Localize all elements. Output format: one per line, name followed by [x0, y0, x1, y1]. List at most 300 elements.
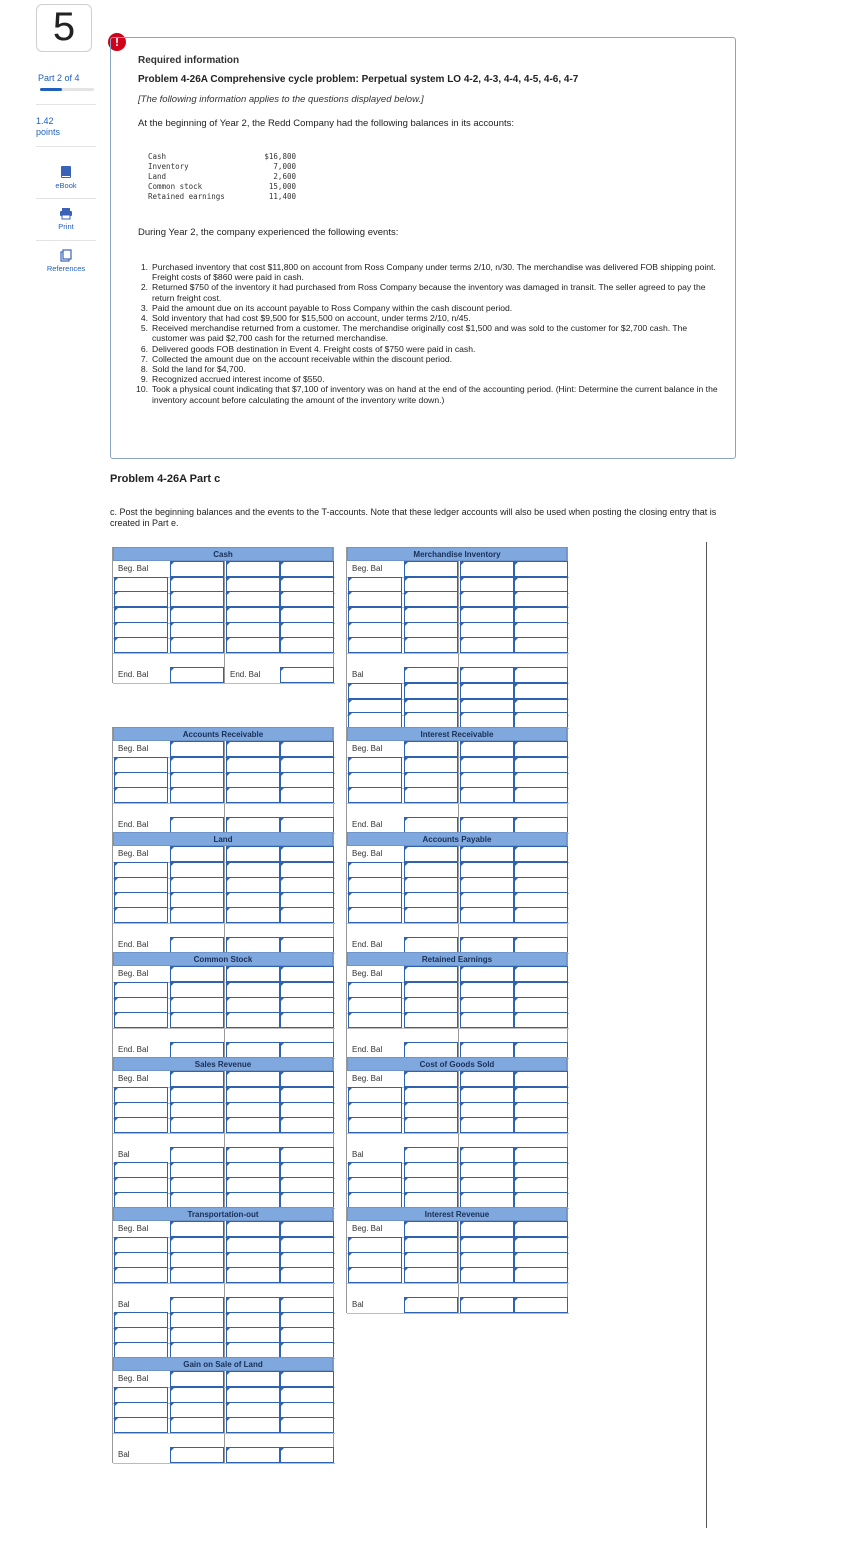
- ref-input[interactable]: [348, 1192, 402, 1208]
- ref-input[interactable]: [348, 757, 402, 773]
- ref-input[interactable]: [226, 772, 280, 788]
- ref-input[interactable]: [348, 1087, 402, 1103]
- ref-input[interactable]: [460, 1237, 514, 1253]
- ref-input[interactable]: [348, 1267, 402, 1283]
- amount-input[interactable]: [170, 622, 224, 638]
- ref-input[interactable]: [348, 1012, 402, 1028]
- amount-input[interactable]: [170, 937, 224, 953]
- ref-input[interactable]: [114, 637, 168, 653]
- ref-input[interactable]: [460, 1297, 514, 1313]
- amount-input[interactable]: [170, 1417, 224, 1433]
- amount-input[interactable]: [280, 561, 334, 577]
- ref-input[interactable]: [460, 862, 514, 878]
- amount-input[interactable]: [170, 1252, 224, 1268]
- ref-input[interactable]: [348, 907, 402, 923]
- amount-input[interactable]: [170, 1267, 224, 1283]
- amount-input[interactable]: [514, 1012, 568, 1028]
- amount-input[interactable]: [280, 1102, 334, 1118]
- amount-input[interactable]: [514, 1237, 568, 1253]
- ref-input[interactable]: [226, 1162, 280, 1178]
- amount-input[interactable]: [514, 757, 568, 773]
- amount-input[interactable]: [514, 772, 568, 788]
- ref-input[interactable]: [114, 1387, 168, 1403]
- amount-input[interactable]: [170, 1221, 224, 1237]
- amount-input[interactable]: [404, 997, 458, 1013]
- ref-input[interactable]: [114, 982, 168, 998]
- ref-input[interactable]: [348, 1177, 402, 1193]
- amount-input[interactable]: [280, 667, 334, 683]
- ebook-button[interactable]: [36, 165, 96, 190]
- amount-input[interactable]: [170, 997, 224, 1013]
- ref-input[interactable]: [114, 1252, 168, 1268]
- amount-input[interactable]: [514, 937, 568, 953]
- amount-input[interactable]: [280, 1297, 334, 1313]
- amount-input[interactable]: [170, 982, 224, 998]
- amount-input[interactable]: [514, 1252, 568, 1268]
- amount-input[interactable]: [404, 1177, 458, 1193]
- amount-input[interactable]: [280, 877, 334, 893]
- ref-input[interactable]: [114, 1177, 168, 1193]
- amount-input[interactable]: [514, 982, 568, 998]
- ref-input[interactable]: [114, 907, 168, 923]
- amount-input[interactable]: [404, 1267, 458, 1283]
- ref-input[interactable]: [460, 561, 514, 577]
- amount-input[interactable]: [280, 1402, 334, 1418]
- ref-input[interactable]: [460, 937, 514, 953]
- ref-input[interactable]: [226, 637, 280, 653]
- amount-input[interactable]: [404, 683, 458, 699]
- amount-input[interactable]: [280, 1147, 334, 1163]
- amount-input[interactable]: [170, 1162, 224, 1178]
- ref-input[interactable]: [460, 1252, 514, 1268]
- ref-input[interactable]: [114, 1417, 168, 1433]
- amount-input[interactable]: [404, 1012, 458, 1028]
- amount-input[interactable]: [280, 1267, 334, 1283]
- amount-input[interactable]: [514, 637, 568, 653]
- amount-input[interactable]: [514, 846, 568, 862]
- ref-input[interactable]: [460, 667, 514, 683]
- ref-input[interactable]: [226, 1147, 280, 1163]
- amount-input[interactable]: [170, 966, 224, 982]
- amount-input[interactable]: [280, 1312, 334, 1328]
- ref-input[interactable]: [226, 787, 280, 803]
- amount-input[interactable]: [514, 892, 568, 908]
- ref-input[interactable]: [460, 1177, 514, 1193]
- ref-input[interactable]: [226, 997, 280, 1013]
- ref-input[interactable]: [226, 877, 280, 893]
- ref-input[interactable]: [460, 1162, 514, 1178]
- ref-input[interactable]: [460, 591, 514, 607]
- amount-input[interactable]: [280, 607, 334, 623]
- ref-input[interactable]: [226, 757, 280, 773]
- amount-input[interactable]: [404, 1192, 458, 1208]
- amount-input[interactable]: [170, 561, 224, 577]
- ref-input[interactable]: [460, 966, 514, 982]
- ref-input[interactable]: [114, 1102, 168, 1118]
- ref-input[interactable]: [226, 1297, 280, 1313]
- amount-input[interactable]: [280, 907, 334, 923]
- amount-input[interactable]: [280, 1327, 334, 1343]
- amount-input[interactable]: [404, 1087, 458, 1103]
- amount-input[interactable]: [404, 892, 458, 908]
- amount-input[interactable]: [280, 1237, 334, 1253]
- amount-input[interactable]: [404, 1071, 458, 1087]
- amount-input[interactable]: [514, 1177, 568, 1193]
- amount-input[interactable]: [404, 787, 458, 803]
- amount-input[interactable]: [404, 1221, 458, 1237]
- amount-input[interactable]: [404, 667, 458, 683]
- amount-input[interactable]: [404, 1042, 458, 1058]
- amount-input[interactable]: [280, 1071, 334, 1087]
- ref-input[interactable]: [460, 817, 514, 833]
- amount-input[interactable]: [170, 1192, 224, 1208]
- ref-input[interactable]: [460, 846, 514, 862]
- amount-input[interactable]: [514, 1267, 568, 1283]
- ref-input[interactable]: [348, 1162, 402, 1178]
- amount-input[interactable]: [170, 1177, 224, 1193]
- ref-input[interactable]: [114, 1012, 168, 1028]
- amount-input[interactable]: [170, 1402, 224, 1418]
- amount-input[interactable]: [170, 1342, 224, 1358]
- amount-input[interactable]: [170, 846, 224, 862]
- amount-input[interactable]: [280, 1221, 334, 1237]
- amount-input[interactable]: [404, 982, 458, 998]
- ref-input[interactable]: [226, 561, 280, 577]
- ref-input[interactable]: [114, 1237, 168, 1253]
- t-account-row: [347, 591, 569, 607]
- ref-input[interactable]: [460, 1267, 514, 1283]
- amount-input[interactable]: [280, 741, 334, 757]
- ref-input[interactable]: [460, 1221, 514, 1237]
- amount-input[interactable]: [514, 591, 568, 607]
- ref-input[interactable]: [226, 1221, 280, 1237]
- ref-input[interactable]: [226, 741, 280, 757]
- amount-input[interactable]: [170, 862, 224, 878]
- ref-input[interactable]: [348, 862, 402, 878]
- amount-input[interactable]: [170, 1237, 224, 1253]
- ref-input[interactable]: [460, 757, 514, 773]
- amount-input[interactable]: [404, 741, 458, 757]
- amount-input[interactable]: [280, 1371, 334, 1387]
- ref-input[interactable]: [226, 1177, 280, 1193]
- amount-input[interactable]: [170, 892, 224, 908]
- amount-input[interactable]: [170, 1312, 224, 1328]
- amount-input[interactable]: [514, 1221, 568, 1237]
- ref-input[interactable]: [226, 1342, 280, 1358]
- amount-input[interactable]: [404, 1297, 458, 1313]
- ref-input[interactable]: [226, 1087, 280, 1103]
- amount-input[interactable]: [404, 907, 458, 923]
- amount-input[interactable]: [280, 1387, 334, 1403]
- ref-input[interactable]: [460, 787, 514, 803]
- ref-input[interactable]: [114, 787, 168, 803]
- ref-input[interactable]: [226, 1042, 280, 1058]
- ref-input[interactable]: [226, 817, 280, 833]
- amount-input[interactable]: [280, 1042, 334, 1058]
- amount-input[interactable]: [404, 817, 458, 833]
- ref-input[interactable]: [348, 591, 402, 607]
- amount-input[interactable]: [514, 1102, 568, 1118]
- ref-input[interactable]: [226, 1192, 280, 1208]
- amount-input[interactable]: [404, 846, 458, 862]
- ref-input[interactable]: [460, 1042, 514, 1058]
- amount-input[interactable]: [170, 877, 224, 893]
- ref-input[interactable]: [226, 607, 280, 623]
- amount-input[interactable]: [280, 772, 334, 788]
- print-icon: [59, 207, 73, 220]
- ref-input[interactable]: [114, 997, 168, 1013]
- amount-input[interactable]: [280, 892, 334, 908]
- ref-input[interactable]: [226, 846, 280, 862]
- references-button[interactable]: [36, 249, 96, 273]
- amount-input[interactable]: [514, 907, 568, 923]
- ref-input[interactable]: [226, 591, 280, 607]
- ref-input[interactable]: [114, 1342, 168, 1358]
- amount-input[interactable]: [404, 712, 458, 728]
- ref-input[interactable]: [226, 1117, 280, 1133]
- amount-input[interactable]: [280, 862, 334, 878]
- amount-input[interactable]: [280, 817, 334, 833]
- amount-input[interactable]: [404, 937, 458, 953]
- ref-input[interactable]: [226, 1371, 280, 1387]
- amount-input[interactable]: [280, 1342, 334, 1358]
- amount-input[interactable]: [514, 622, 568, 638]
- amount-input[interactable]: [514, 667, 568, 683]
- ref-input[interactable]: [226, 907, 280, 923]
- amount-input[interactable]: [404, 966, 458, 982]
- ref-input[interactable]: [114, 622, 168, 638]
- amount-input[interactable]: [280, 966, 334, 982]
- amount-input[interactable]: [514, 607, 568, 623]
- ref-input[interactable]: [226, 966, 280, 982]
- ref-input[interactable]: [348, 637, 402, 653]
- amount-input[interactable]: [404, 637, 458, 653]
- ref-input[interactable]: [226, 862, 280, 878]
- ref-input[interactable]: [114, 1402, 168, 1418]
- amount-input[interactable]: [170, 591, 224, 607]
- ref-input[interactable]: [348, 997, 402, 1013]
- ref-input[interactable]: [460, 877, 514, 893]
- amount-input[interactable]: [170, 667, 224, 683]
- amount-input[interactable]: [170, 637, 224, 653]
- ref-input[interactable]: [460, 982, 514, 998]
- amount-input[interactable]: [280, 846, 334, 862]
- amount-input[interactable]: [170, 1042, 224, 1058]
- ref-input[interactable]: [114, 1117, 168, 1133]
- amount-input[interactable]: [514, 1297, 568, 1313]
- ref-input[interactable]: [460, 1087, 514, 1103]
- ref-input[interactable]: [226, 982, 280, 998]
- ref-input[interactable]: [226, 1267, 280, 1283]
- ref-input[interactable]: [226, 892, 280, 908]
- amount-input[interactable]: [280, 1192, 334, 1208]
- amount-input[interactable]: [404, 1102, 458, 1118]
- amount-input[interactable]: [404, 1237, 458, 1253]
- ref-input[interactable]: [348, 1237, 402, 1253]
- amount-input[interactable]: [404, 1117, 458, 1133]
- ref-input[interactable]: [460, 683, 514, 699]
- ref-input[interactable]: [114, 862, 168, 878]
- ref-input[interactable]: [348, 982, 402, 998]
- amount-input[interactable]: [280, 1417, 334, 1433]
- amount-input[interactable]: [514, 862, 568, 878]
- ref-input[interactable]: [226, 937, 280, 953]
- amount-input[interactable]: [514, 712, 568, 728]
- ref-input[interactable]: [348, 1252, 402, 1268]
- amount-input[interactable]: [170, 907, 224, 923]
- amount-input[interactable]: [514, 817, 568, 833]
- amount-input[interactable]: [280, 757, 334, 773]
- ref-input[interactable]: [460, 712, 514, 728]
- amount-input[interactable]: [170, 1297, 224, 1313]
- ref-input[interactable]: [226, 622, 280, 638]
- ref-input[interactable]: [460, 1012, 514, 1028]
- amount-input[interactable]: [280, 1012, 334, 1028]
- amount-input[interactable]: [514, 1162, 568, 1178]
- amount-input[interactable]: [170, 607, 224, 623]
- amount-input[interactable]: [280, 1087, 334, 1103]
- ref-input[interactable]: [460, 892, 514, 908]
- amount-input[interactable]: [170, 772, 224, 788]
- amount-input[interactable]: [514, 787, 568, 803]
- ref-input[interactable]: [460, 1147, 514, 1163]
- ref-input[interactable]: [460, 1102, 514, 1118]
- amount-input[interactable]: [170, 1371, 224, 1387]
- amount-input[interactable]: [514, 1071, 568, 1087]
- ref-input[interactable]: [226, 1252, 280, 1268]
- amount-input[interactable]: [280, 591, 334, 607]
- ref-input[interactable]: [226, 1417, 280, 1433]
- amount-input[interactable]: [170, 1147, 224, 1163]
- amount-input[interactable]: [404, 591, 458, 607]
- amount-input[interactable]: [170, 1387, 224, 1403]
- amount-input[interactable]: [404, 772, 458, 788]
- ref-input[interactable]: [460, 772, 514, 788]
- ref-input[interactable]: [348, 787, 402, 803]
- ref-input[interactable]: [226, 1387, 280, 1403]
- ref-input[interactable]: [114, 607, 168, 623]
- beginning-balances-table: [148, 152, 296, 202]
- amount-input[interactable]: [280, 982, 334, 998]
- amount-input[interactable]: [404, 1162, 458, 1178]
- amount-input[interactable]: [280, 1177, 334, 1193]
- ref-input[interactable]: [348, 1102, 402, 1118]
- amount-input[interactable]: [280, 1447, 334, 1463]
- amount-input[interactable]: [170, 1102, 224, 1118]
- amount-input[interactable]: [170, 741, 224, 757]
- ref-input[interactable]: [460, 1117, 514, 1133]
- ref-input[interactable]: [460, 741, 514, 757]
- ref-input[interactable]: [114, 1267, 168, 1283]
- ref-input[interactable]: [348, 1117, 402, 1133]
- ref-input[interactable]: [114, 1312, 168, 1328]
- ref-input[interactable]: [460, 607, 514, 623]
- ref-input[interactable]: [114, 1192, 168, 1208]
- amount-input[interactable]: [170, 1447, 224, 1463]
- amount-input[interactable]: [170, 1012, 224, 1028]
- amount-input[interactable]: [280, 1252, 334, 1268]
- ref-input[interactable]: [348, 712, 402, 728]
- ref-input[interactable]: [226, 1402, 280, 1418]
- amount-input[interactable]: [170, 787, 224, 803]
- amount-input[interactable]: [404, 1252, 458, 1268]
- amount-input[interactable]: [404, 877, 458, 893]
- amount-input[interactable]: [404, 862, 458, 878]
- amount-input[interactable]: [514, 966, 568, 982]
- ref-input[interactable]: [114, 1327, 168, 1343]
- t-account-row: [347, 1087, 569, 1103]
- amount-input[interactable]: [170, 757, 224, 773]
- ref-input[interactable]: [114, 1162, 168, 1178]
- ref-input[interactable]: [460, 637, 514, 653]
- ref-input[interactable]: [114, 757, 168, 773]
- ref-input[interactable]: [348, 607, 402, 623]
- amount-input[interactable]: [514, 683, 568, 699]
- amount-input[interactable]: [514, 877, 568, 893]
- amount-input[interactable]: [280, 997, 334, 1013]
- ref-input[interactable]: [460, 997, 514, 1013]
- amount-input[interactable]: [514, 1087, 568, 1103]
- ref-input[interactable]: [114, 591, 168, 607]
- ref-input[interactable]: [226, 1312, 280, 1328]
- ref-input[interactable]: [114, 1087, 168, 1103]
- ref-input[interactable]: [226, 1237, 280, 1253]
- amount-input[interactable]: [514, 1192, 568, 1208]
- ref-input[interactable]: [348, 622, 402, 638]
- print-button[interactable]: [36, 207, 96, 231]
- amount-input[interactable]: [280, 937, 334, 953]
- ref-input[interactable]: [348, 877, 402, 893]
- ref-input[interactable]: [348, 892, 402, 908]
- amount-input[interactable]: [280, 787, 334, 803]
- amount-input[interactable]: [404, 607, 458, 623]
- amount-input[interactable]: [280, 1162, 334, 1178]
- amount-input[interactable]: [280, 622, 334, 638]
- amount-input[interactable]: [514, 1117, 568, 1133]
- amount-input[interactable]: [170, 1117, 224, 1133]
- amount-input[interactable]: [514, 741, 568, 757]
- amount-input[interactable]: [514, 561, 568, 577]
- ref-input[interactable]: [226, 1012, 280, 1028]
- ref-input[interactable]: [114, 892, 168, 908]
- amount-input[interactable]: [404, 1147, 458, 1163]
- ref-input[interactable]: [226, 1447, 280, 1463]
- amount-input[interactable]: [404, 561, 458, 577]
- ref-input[interactable]: [348, 772, 402, 788]
- amount-input[interactable]: [170, 817, 224, 833]
- ref-input[interactable]: [226, 1327, 280, 1343]
- ref-input[interactable]: [460, 1071, 514, 1087]
- ref-input[interactable]: [460, 1192, 514, 1208]
- ref-input[interactable]: [348, 683, 402, 699]
- ref-input[interactable]: [114, 877, 168, 893]
- amount-input[interactable]: [170, 1071, 224, 1087]
- ref-input[interactable]: [460, 907, 514, 923]
- amount-input[interactable]: [514, 1042, 568, 1058]
- ref-input[interactable]: [226, 1071, 280, 1087]
- amount-input[interactable]: [170, 1327, 224, 1343]
- amount-input[interactable]: [280, 1117, 334, 1133]
- amount-input[interactable]: [514, 1147, 568, 1163]
- ref-input[interactable]: [226, 1102, 280, 1118]
- ref-input[interactable]: [460, 622, 514, 638]
- amount-input[interactable]: [170, 1087, 224, 1103]
- amount-input[interactable]: [404, 757, 458, 773]
- ref-input[interactable]: [114, 772, 168, 788]
- amount-input[interactable]: [280, 637, 334, 653]
- amount-input[interactable]: [514, 997, 568, 1013]
- amount-input[interactable]: [404, 622, 458, 638]
